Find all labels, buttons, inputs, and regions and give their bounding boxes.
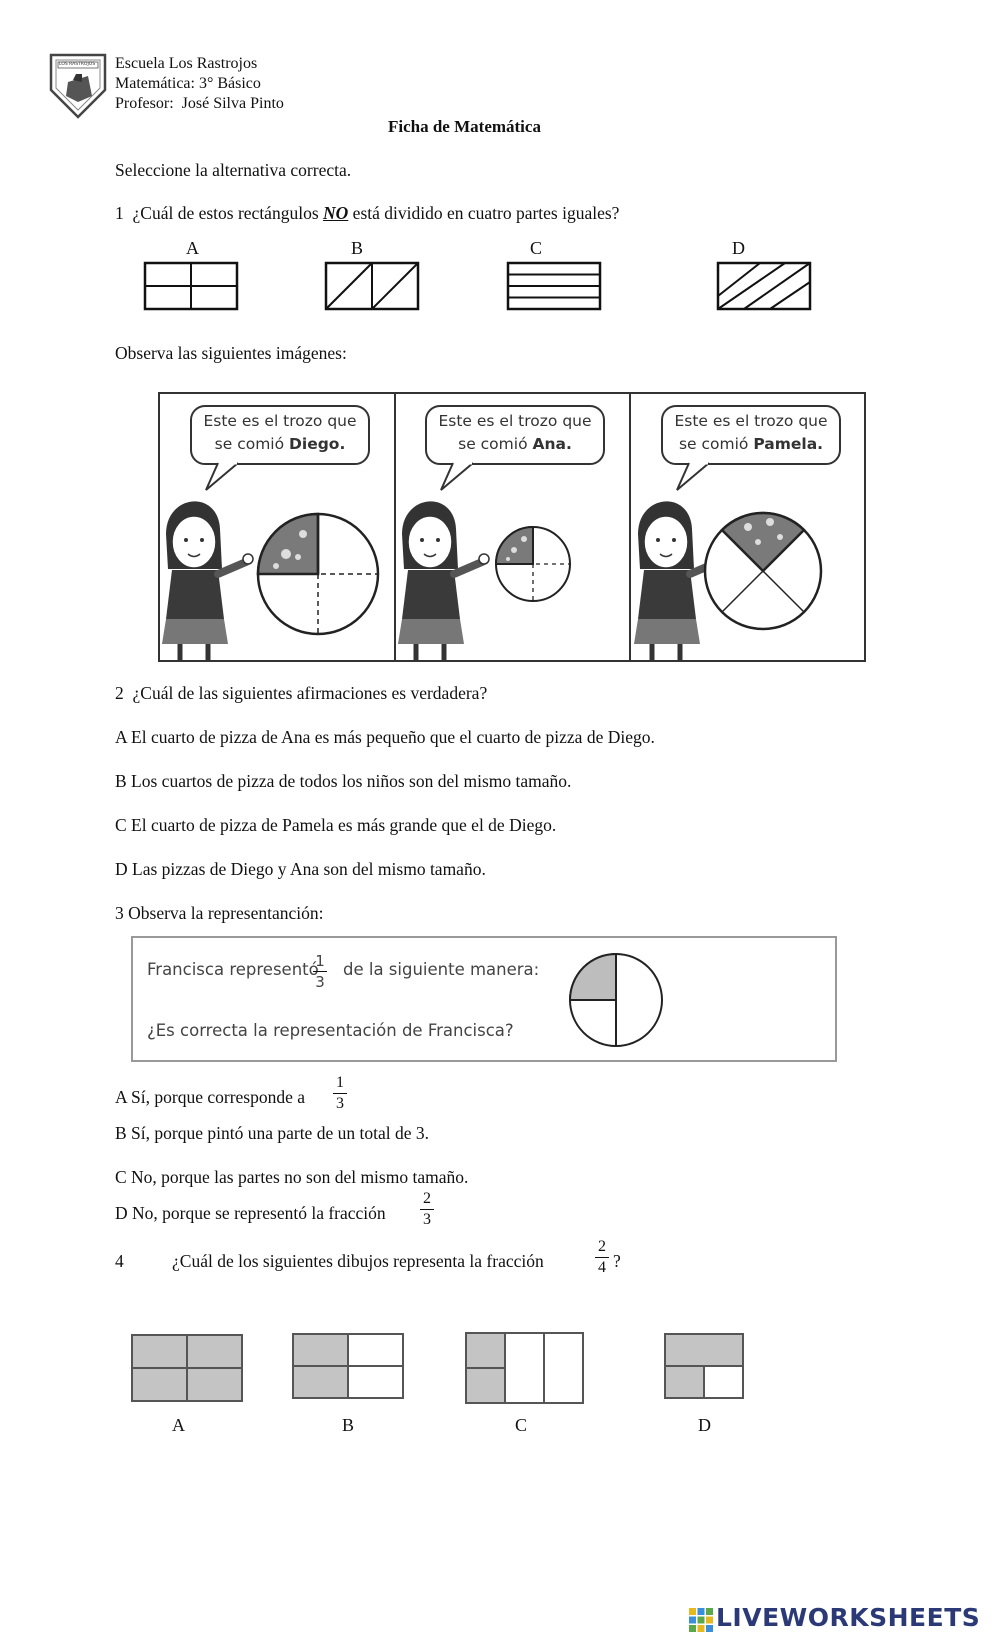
subject-line: Matemática: 3° Básico	[115, 75, 261, 92]
q4-fraction: 2 4	[595, 1238, 609, 1277]
q1-label-c[interactable]: C	[530, 238, 543, 258]
liveworksheets-brand[interactable]: LIVEWORKSHEETS	[716, 1603, 981, 1632]
q2-question: 2 ¿Cuál de las siguientes afirmaciones es verdadera?	[115, 683, 488, 703]
q3-option-b[interactable]: B Sí, porque pintó una parte de un total de 3.	[115, 1123, 429, 1143]
girl-figure-1	[162, 501, 253, 660]
q4-question: ¿Cuál de los siguientes dibujos representa la fracción	[172, 1251, 544, 1271]
q1-rect-c[interactable]	[508, 263, 600, 309]
q1-label-d[interactable]: D	[732, 238, 745, 258]
q2-option-b[interactable]: B Los cuartos de pizza de todos los niños son del mismo tamaño.	[115, 771, 572, 791]
q3-option-a[interactable]: A Sí, porque corresponde a	[115, 1087, 306, 1107]
q4-label-d[interactable]: D	[698, 1415, 711, 1435]
q3-box-line2: ¿Es correcta la representación de Francisca?	[147, 1021, 514, 1040]
q1-label-b[interactable]: B	[351, 238, 364, 258]
liveworksheets-logo-icon	[688, 1607, 714, 1633]
q3-box-fraction: 1 3	[313, 952, 327, 991]
bubble-text-2: Este es el trozo que se comió Ana.	[438, 412, 592, 453]
instruction: Seleccione la alternativa correcta.	[115, 160, 352, 180]
school-logo	[48, 52, 108, 120]
q4-question-end: ?	[613, 1251, 621, 1271]
bubble-text-3: Este es el trozo que se comió Pamela.	[674, 412, 828, 453]
page-title: Ficha de Matemática	[388, 117, 541, 136]
q1-question: 1 ¿Cuál de estos rectángulos NO está dividido en cuatro partes iguales?	[115, 203, 620, 223]
name-pamela: Pamela.	[753, 435, 824, 453]
q2-option-c[interactable]: C El cuarto de pizza de Pamela es más grande que el de Diego.	[115, 815, 557, 835]
q3-option-a-fraction: 1 3	[333, 1074, 347, 1113]
q4-label-b[interactable]: B	[342, 1415, 355, 1435]
q4-label-c[interactable]: C	[515, 1415, 528, 1435]
q4-figure-c[interactable]	[466, 1333, 583, 1403]
q3-option-d[interactable]: D No, porque se representó la fracción	[115, 1203, 386, 1223]
pizza-ana	[496, 527, 570, 601]
comic-strip	[158, 392, 866, 662]
q1-rectangles	[140, 258, 960, 318]
q3-box	[131, 936, 837, 1062]
q1-emphasis: NO	[323, 203, 349, 223]
pizza-diego	[258, 514, 378, 634]
q2-option-a[interactable]: A El cuarto de pizza de Ana es más pequeño que el cuarto de pizza de Diego.	[115, 727, 655, 747]
girl-figure-2	[398, 501, 489, 660]
q3-box-line1-post: de la siguiente manera:	[343, 960, 540, 979]
name-ana: Ana.	[532, 435, 572, 453]
q3-option-d-fraction: 2 3	[420, 1190, 434, 1229]
bubble-text-1: Este es el trozo que se comió Diego.	[203, 412, 357, 453]
name-diego: Diego.	[289, 435, 346, 453]
q2-option-d[interactable]: D Las pizzas de Diego y Ana son del mismo tamaño.	[115, 859, 486, 879]
q1-number: 1	[115, 203, 124, 223]
q3-box-line1-pre: Francisca representó	[147, 960, 319, 979]
q4-label-a[interactable]: A	[172, 1415, 185, 1435]
q3-heading: 3 Observa la representanción:	[115, 903, 324, 923]
q3-option-c[interactable]: C No, porque las partes no son del mismo tamaño.	[115, 1167, 469, 1187]
q1-rect-b[interactable]	[326, 263, 418, 309]
q4-number: 4	[115, 1251, 124, 1271]
school-name: Escuela Los Rastrojos	[115, 55, 258, 72]
logo-text: LOS RASTROJOS	[59, 62, 96, 67]
q1-rect-a[interactable]	[145, 263, 237, 309]
q2-number: 2	[115, 683, 124, 703]
q1-rect-d[interactable]	[718, 263, 810, 309]
teacher-line: Profesor: José Silva Pinto	[115, 95, 284, 112]
q4-drawings	[125, 1330, 765, 1410]
q4-figure-b[interactable]	[293, 1334, 403, 1398]
observe-text: Observa las siguientes imágenes:	[115, 343, 347, 363]
pizza-pamela	[705, 513, 821, 629]
q3-circle	[566, 950, 666, 1050]
q4-figure-a[interactable]	[132, 1335, 242, 1401]
q1-label-a[interactable]: A	[186, 238, 199, 258]
q4-figure-d[interactable]	[665, 1334, 743, 1398]
